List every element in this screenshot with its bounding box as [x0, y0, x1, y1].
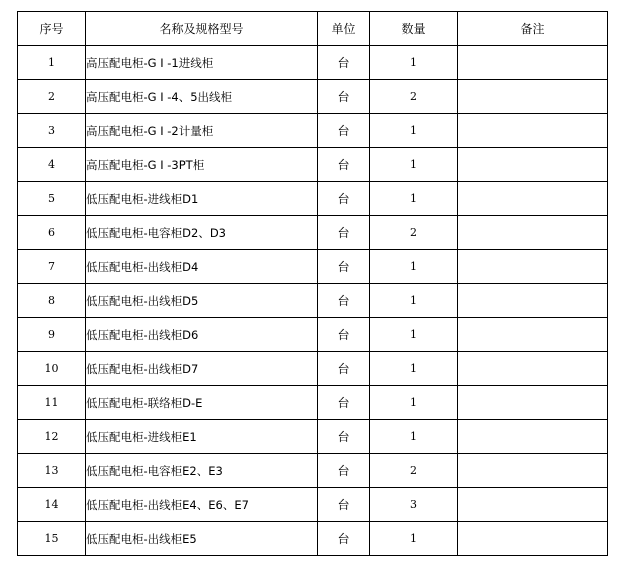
table-body: [18, 46, 608, 556]
table-row: [18, 420, 608, 454]
cell-remarks: [458, 454, 608, 488]
cell-remarks: [458, 148, 608, 182]
cell-index: 3: [18, 114, 86, 148]
cell-unit: 台: [318, 284, 370, 318]
cell-name: 高压配电柜-G I -2计量柜: [86, 114, 318, 148]
cell-unit: 台: [318, 182, 370, 216]
header-row: [18, 12, 608, 46]
cell-index: 9: [18, 318, 86, 352]
cell-index: 11: [18, 386, 86, 420]
cell-quantity: 2: [370, 216, 458, 250]
table-row: [18, 250, 608, 284]
cell-quantity: 1: [370, 352, 458, 386]
cell-name: 低压配电柜-联络柜D-E: [86, 386, 318, 420]
cell-unit: 台: [318, 318, 370, 352]
table-row: [18, 46, 608, 80]
cell-remarks: [458, 114, 608, 148]
cell-name: 低压配电柜-出线柜E4、E6、E7: [86, 488, 318, 522]
table-row: [18, 318, 608, 352]
header-unit: 单位: [318, 12, 370, 46]
table-row: [18, 182, 608, 216]
cell-index: 15: [18, 522, 86, 556]
cell-index: 8: [18, 284, 86, 318]
cell-unit: 台: [318, 488, 370, 522]
cell-name: 高压配电柜-G I -3PT柜: [86, 148, 318, 182]
cell-index: 13: [18, 454, 86, 488]
table-row: [18, 488, 608, 522]
cell-index: 7: [18, 250, 86, 284]
cell-name: 高压配电柜-G I -1进线柜: [86, 46, 318, 80]
header-quantity: 数量: [370, 12, 458, 46]
cell-quantity: 1: [370, 148, 458, 182]
table-header: [18, 12, 608, 46]
cell-index: 10: [18, 352, 86, 386]
cell-quantity: 1: [370, 522, 458, 556]
cell-name: 低压配电柜-电容柜D2、D3: [86, 216, 318, 250]
cell-remarks: [458, 182, 608, 216]
cell-quantity: 1: [370, 420, 458, 454]
cell-quantity: 3: [370, 488, 458, 522]
cell-index: 12: [18, 420, 86, 454]
header-name: 名称及规格型号: [86, 12, 318, 46]
cell-unit: 台: [318, 216, 370, 250]
table-row: [18, 352, 608, 386]
cell-quantity: 2: [370, 80, 458, 114]
table-row: [18, 148, 608, 182]
cell-unit: 台: [318, 352, 370, 386]
cell-name: 低压配电柜-出线柜D6: [86, 318, 318, 352]
cell-remarks: [458, 488, 608, 522]
cell-remarks: [458, 46, 608, 80]
cell-remarks: [458, 250, 608, 284]
cell-name: 低压配电柜-进线柜D1: [86, 182, 318, 216]
equipment-table: [17, 11, 608, 556]
cell-unit: 台: [318, 386, 370, 420]
cell-index: 14: [18, 488, 86, 522]
table-row: [18, 386, 608, 420]
cell-name: 高压配电柜-G I -4、5出线柜: [86, 80, 318, 114]
cell-remarks: [458, 216, 608, 250]
cell-quantity: 1: [370, 250, 458, 284]
cell-quantity: 1: [370, 386, 458, 420]
cell-index: 2: [18, 80, 86, 114]
table-row: [18, 114, 608, 148]
cell-remarks: [458, 80, 608, 114]
cell-unit: 台: [318, 148, 370, 182]
cell-index: 6: [18, 216, 86, 250]
cell-name: 低压配电柜-电容柜E2、E3: [86, 454, 318, 488]
header-index: 序号: [18, 12, 86, 46]
cell-index: 1: [18, 46, 86, 80]
cell-remarks: [458, 284, 608, 318]
cell-unit: 台: [318, 80, 370, 114]
cell-index: 4: [18, 148, 86, 182]
cell-unit: 台: [318, 522, 370, 556]
header-remarks: 备注: [458, 12, 608, 46]
table-row: [18, 216, 608, 250]
table-row: [18, 80, 608, 114]
cell-quantity: 1: [370, 318, 458, 352]
cell-unit: 台: [318, 46, 370, 80]
cell-remarks: [458, 522, 608, 556]
cell-name: 低压配电柜-出线柜E5: [86, 522, 318, 556]
cell-name: 低压配电柜-进线柜E1: [86, 420, 318, 454]
cell-remarks: [458, 420, 608, 454]
cell-name: 低压配电柜-出线柜D7: [86, 352, 318, 386]
cell-remarks: [458, 352, 608, 386]
cell-name: 低压配电柜-出线柜D4: [86, 250, 318, 284]
cell-quantity: 1: [370, 46, 458, 80]
cell-unit: 台: [318, 454, 370, 488]
table-row: [18, 284, 608, 318]
cell-quantity: 2: [370, 454, 458, 488]
cell-quantity: 1: [370, 284, 458, 318]
cell-name: 低压配电柜-出线柜D5: [86, 284, 318, 318]
cell-unit: 台: [318, 114, 370, 148]
cell-unit: 台: [318, 250, 370, 284]
cell-quantity: 1: [370, 182, 458, 216]
cell-unit: 台: [318, 420, 370, 454]
cell-remarks: [458, 386, 608, 420]
cell-quantity: 1: [370, 114, 458, 148]
table-row: [18, 454, 608, 488]
cell-index: 5: [18, 182, 86, 216]
table-row: [18, 522, 608, 556]
cell-remarks: [458, 318, 608, 352]
